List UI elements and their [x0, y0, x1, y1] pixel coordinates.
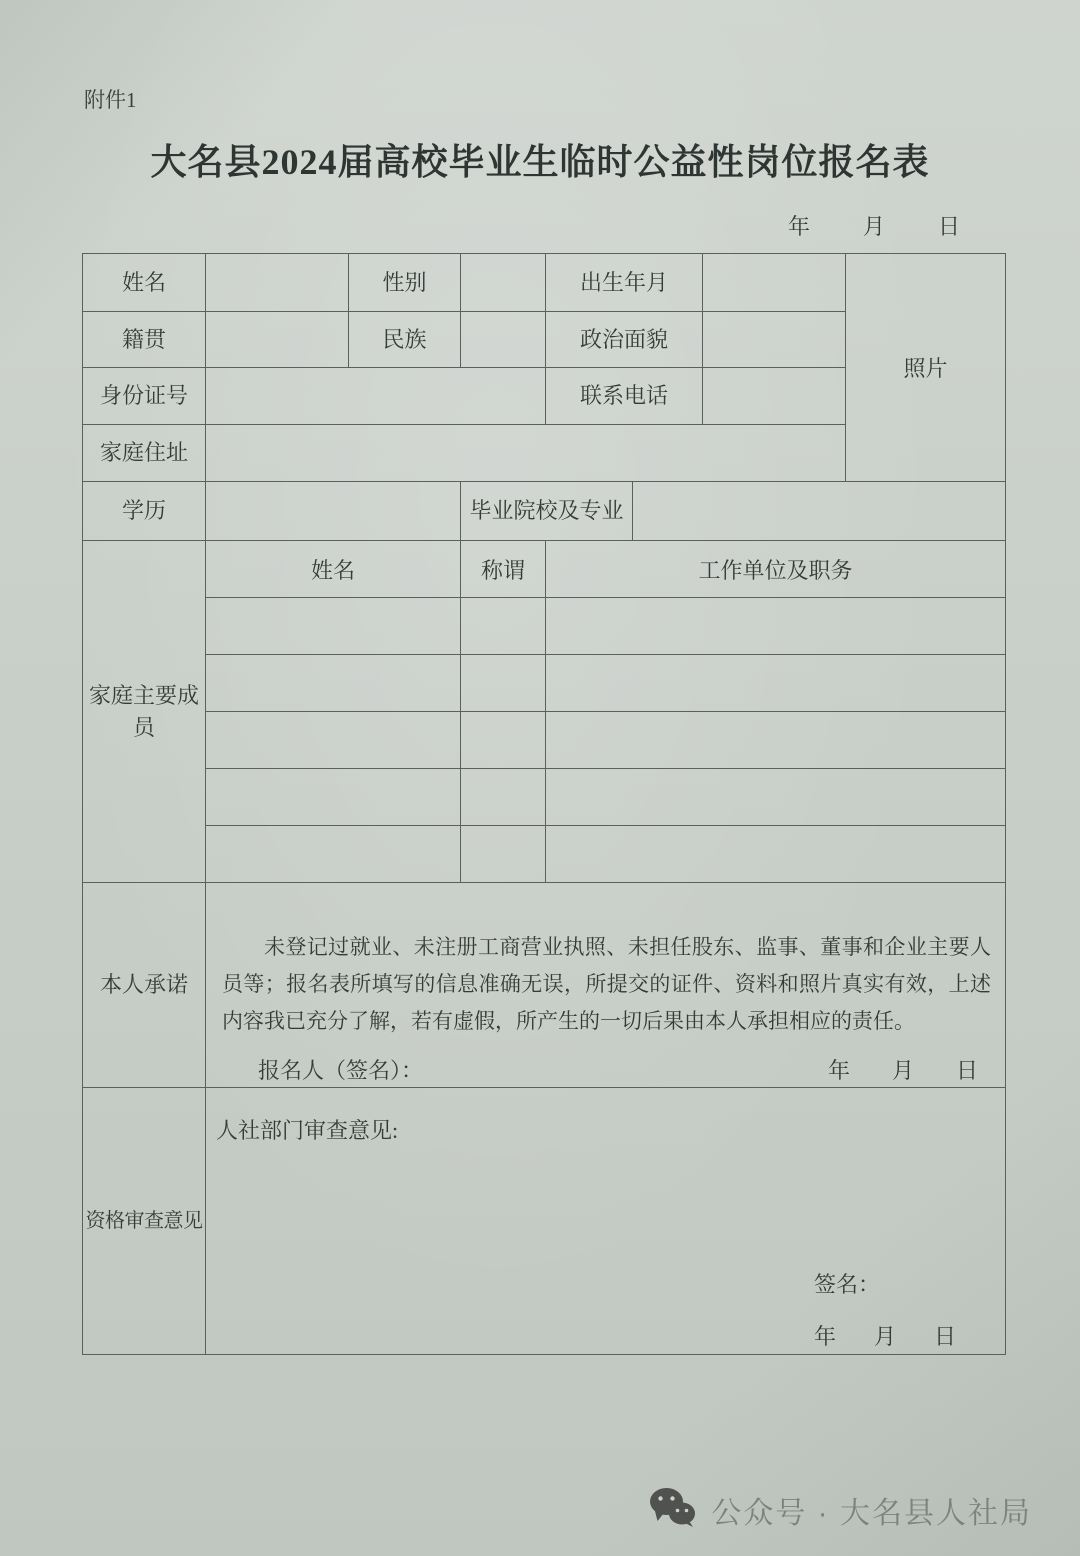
year-label: 年: [788, 214, 811, 239]
family-member-row: [83, 826, 1006, 883]
family-name-cell: [206, 598, 461, 655]
family-relation-cell: [461, 598, 546, 655]
hr-dept-opinion-label: 人社部门审查意见:: [216, 1118, 399, 1143]
native-place-label: 籍贯: [83, 312, 206, 368]
year-label: 年: [828, 1058, 851, 1083]
education-value-cell: [206, 482, 461, 541]
gender-label: 性别: [349, 254, 461, 312]
birth-date-value-cell: [703, 254, 846, 312]
photo-cell: 照片: [846, 254, 1006, 482]
family-workplace-cell: [546, 655, 1006, 712]
gender-value-cell: [461, 254, 546, 312]
address-value-cell: [206, 425, 846, 482]
ethnicity-label: 民族: [349, 312, 461, 368]
applicant-signature-label: 报名人（签名）：: [258, 1058, 424, 1083]
month-label: 月: [862, 214, 885, 239]
application-form-table: [82, 253, 1006, 1355]
name-label: 姓名: [83, 254, 206, 312]
day-label: 日: [933, 1324, 956, 1349]
review-date-line: [814, 1320, 956, 1351]
family-relation-cell: [461, 655, 546, 712]
family-member-row: [83, 712, 1006, 769]
id-number-label: 身份证号: [83, 368, 206, 425]
family-col-name: 姓名: [206, 541, 461, 598]
commitment-date-line: [828, 1054, 978, 1085]
id-number-value-cell: [206, 368, 546, 425]
ethnicity-value-cell: [461, 312, 546, 368]
school-major-value-cell: [633, 482, 1006, 541]
wechat-watermark: [648, 1487, 1032, 1532]
phone-value-cell: [703, 368, 846, 425]
month-label: 月: [891, 1058, 914, 1083]
wechat-icon: [648, 1487, 696, 1532]
header-date-line: [788, 210, 960, 241]
family-name-cell: [206, 826, 461, 883]
family-workplace-cell: [546, 598, 1006, 655]
education-label: 学历: [83, 482, 206, 541]
commitment-label: 本人承诺: [83, 883, 206, 1088]
family-workplace-cell: [546, 826, 1006, 883]
family-member-row: [83, 769, 1006, 826]
family-member-row: [83, 598, 1006, 655]
family-workplace-cell: [546, 712, 1006, 769]
family-member-row: [83, 655, 1006, 712]
commitment-text: 未登记过就业、未注册工商营业执照、未担任股东、监事、董事和企业主要人员等；报名表所填写的信息准确无误，所提交的证件、资料和照片真实有效，上述内容我已充分了解，若有虚假，所产生的一切后果由本人承担相应的责任。: [222, 935, 992, 1033]
review-signature-label: 签名：: [814, 1272, 881, 1297]
school-major-label: 毕业院校及专业: [461, 482, 633, 541]
political-status-value-cell: [703, 312, 846, 368]
commitment-cell: [206, 883, 1006, 1088]
family-name-cell: [206, 712, 461, 769]
name-value-cell: [206, 254, 349, 312]
form-title: 大名县2024届高校毕业生临时公益性岗位报名表: [150, 142, 930, 182]
family-relation-cell: [461, 769, 546, 826]
wechat-account-text: 公众号 · 大名县人社局: [711, 1496, 1032, 1530]
month-label: 月: [873, 1324, 896, 1349]
family-col-workplace: 工作单位及职务: [546, 541, 1006, 598]
attachment-label: 附件1: [84, 88, 137, 112]
birth-date-label: 出生年月: [546, 254, 703, 312]
political-status-label: 政治面貌: [546, 312, 703, 368]
family-col-relation: 称谓: [461, 541, 546, 598]
review-cell: [206, 1088, 1006, 1355]
family-relation-cell: [461, 826, 546, 883]
family-section-label: 家庭主要成员: [83, 541, 206, 883]
review-section-label: 资格审查意见: [83, 1088, 206, 1355]
family-name-cell: [206, 655, 461, 712]
year-label: 年: [814, 1324, 837, 1349]
family-relation-cell: [461, 712, 546, 769]
phone-label: 联系电话: [546, 368, 703, 425]
address-label: 家庭住址: [83, 425, 206, 482]
family-workplace-cell: [546, 769, 1006, 826]
native-place-value-cell: [206, 312, 349, 368]
day-label: 日: [955, 1058, 978, 1083]
day-label: 日: [937, 214, 960, 239]
family-name-cell: [206, 769, 461, 826]
